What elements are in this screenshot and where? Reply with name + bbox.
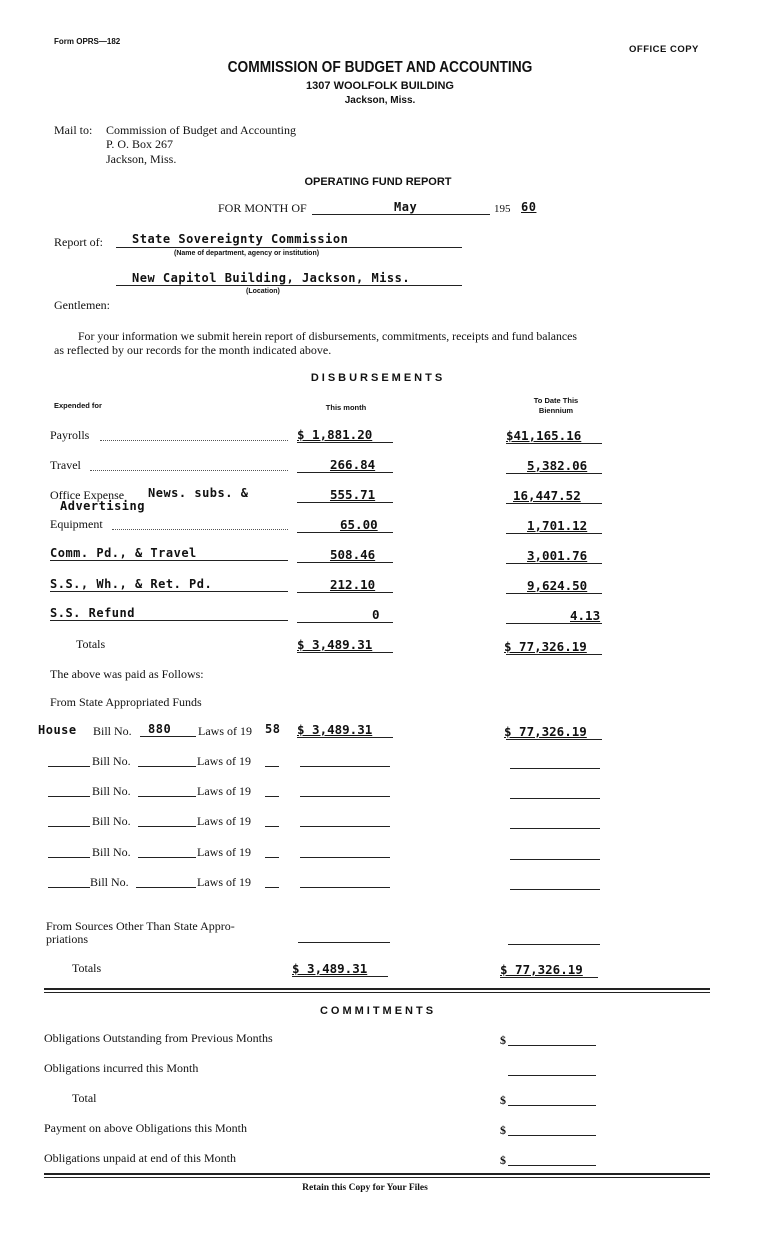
col-expended-for: Expended for <box>54 401 102 410</box>
form-number: Form OPRS—182 <box>54 37 121 46</box>
mail-to-line3: Jackson, Miss. <box>106 152 177 166</box>
from-state-funds: From State Appropriated Funds <box>50 695 202 709</box>
office-copy-label: OFFICE COPY <box>629 44 699 55</box>
disb-row-month: 508.46 <box>330 547 376 562</box>
disb-totals-todate: $ 77,326.19 <box>504 639 587 654</box>
disb-row-month: 65.00 <box>340 517 378 532</box>
disb-row-month: 0 <box>372 607 380 622</box>
mail-to-label: Mail to: <box>54 123 93 137</box>
bill-label: Bill No. <box>92 845 131 859</box>
paid-totals-month: $ 3,489.31 <box>292 961 368 976</box>
bill-label: Bill No. <box>92 754 131 768</box>
commitments-heading: COMMITMENTS <box>319 1005 437 1017</box>
bill-month: $ 3,489.31 <box>297 722 373 737</box>
other-sources-line1: From Sources Other Than State Appro- <box>46 919 235 933</box>
commit-row-label: Obligations incurred this Month <box>44 1061 199 1075</box>
laws-label: Laws of 19 <box>197 754 251 768</box>
disb-row-todate: 1,701.12 <box>527 518 588 533</box>
department-caption: (Name of department, agency or institution) <box>174 250 320 257</box>
disb-totals-label: Totals <box>76 637 106 651</box>
bill-label: Bill No. <box>90 875 129 889</box>
bill-label: Bill No. <box>93 724 132 738</box>
mail-to-line2: P. O. Box 267 <box>106 137 174 151</box>
intro-line1: For your information we submit herein report of disbursements, commitments, receipts and fund balances <box>78 329 577 343</box>
commit-row-label: Obligations Outstanding from Previous Months <box>44 1031 273 1045</box>
laws-label: Laws of 19 <box>198 724 252 738</box>
disb-row-todate: 16,447.52 <box>513 488 581 503</box>
bill-todate: $ 77,326.19 <box>504 724 587 739</box>
col-to-date-2: Biennium <box>538 406 574 415</box>
paid-intro: The above was paid as Follows: <box>50 667 204 681</box>
laws-year: 58 <box>265 722 281 736</box>
mail-to-line1: Commission of Budget and Accounting <box>106 123 296 137</box>
salutation: Gentlemen: <box>54 298 110 312</box>
commit-row-dollar: $ <box>500 1033 506 1047</box>
other-sources-line2: priations <box>46 932 88 946</box>
commit-row-dollar: $ <box>500 1093 506 1107</box>
bill-label: Bill No. <box>92 814 131 828</box>
agency-title: COMMISSION OF BUDGET AND ACCOUNTING <box>227 59 533 76</box>
footer-divider <box>44 1173 710 1175</box>
department-value: State Sovereignty Commission <box>132 232 349 246</box>
disb-row-todate: $41,165.16 <box>506 428 582 443</box>
disb-row-month: 555.71 <box>330 487 376 502</box>
disb-row-label: S.S. Refund <box>50 606 135 620</box>
disb-row-month: $ 1,881.20 <box>297 427 373 442</box>
disb-row-todate: 9,624.50 <box>527 578 588 593</box>
building-address: 1307 WOOLFOLK BUILDING <box>306 80 454 92</box>
agency-city: Jackson, Miss. <box>344 95 416 106</box>
report-of-label: Report of: <box>54 235 103 249</box>
disb-row-label: Equipment <box>50 517 103 531</box>
section-divider <box>44 988 710 990</box>
disb-row-todate: 3,001.76 <box>527 548 588 563</box>
disb-row-month: 266.84 <box>330 457 376 472</box>
paid-totals-label: Totals <box>72 961 102 975</box>
location-caption: (Location) <box>246 288 280 295</box>
month-value: May <box>394 200 418 214</box>
year-label: 195 <box>494 203 511 215</box>
footer-note: Retain this Copy for Your Files <box>302 1183 428 1193</box>
commit-row-label: Payment on above Obligations this Month <box>44 1121 247 1135</box>
disb-row-label: Travel <box>50 458 81 472</box>
col-to-date-1: To Date This <box>533 396 579 405</box>
laws-label: Laws of 19 <box>197 875 251 889</box>
commit-row-dollar: $ <box>500 1123 506 1137</box>
month-label: FOR MONTH OF <box>218 201 307 215</box>
disb-row-typed: News. subs. & <box>148 486 249 500</box>
disb-row-label: Office Expense <box>50 488 125 502</box>
disbursements-heading: DISBURSEMENTS <box>310 372 446 384</box>
disb-row-todate: 4.13 <box>570 608 601 623</box>
laws-label: Laws of 19 <box>197 814 251 828</box>
bill-house: House <box>38 723 77 737</box>
disb-row-month: 212.10 <box>330 577 376 592</box>
paid-totals-todate: $ 77,326.19 <box>500 962 583 977</box>
report-title: OPERATING FUND REPORT <box>304 176 452 188</box>
disb-row-todate: 5,382.06 <box>527 458 588 473</box>
commit-row-label: Obligations unpaid at end of this Month <box>44 1151 236 1165</box>
commit-row-dollar: $ <box>500 1153 506 1167</box>
commit-row-label: Total <box>72 1091 97 1105</box>
disb-row-label: Comm. Pd., & Travel <box>50 546 197 560</box>
disb-row-typed: Advertising <box>60 499 145 513</box>
bill-label: Bill No. <box>92 784 131 798</box>
intro-line2: as reflected by our records for the month indicated above. <box>54 343 332 357</box>
disb-totals-month: $ 3,489.31 <box>297 637 373 652</box>
col-this-month: This month <box>325 403 367 412</box>
disb-row-label: S.S., Wh., & Ret. Pd. <box>50 577 213 591</box>
laws-label: Laws of 19 <box>197 845 251 859</box>
laws-label: Laws of 19 <box>197 784 251 798</box>
year-value: 60 <box>521 200 537 214</box>
bill-number: 880 <box>148 722 172 736</box>
disb-row-label: Payrolls <box>50 428 90 442</box>
location-value: New Capitol Building, Jackson, Miss. <box>132 271 411 285</box>
